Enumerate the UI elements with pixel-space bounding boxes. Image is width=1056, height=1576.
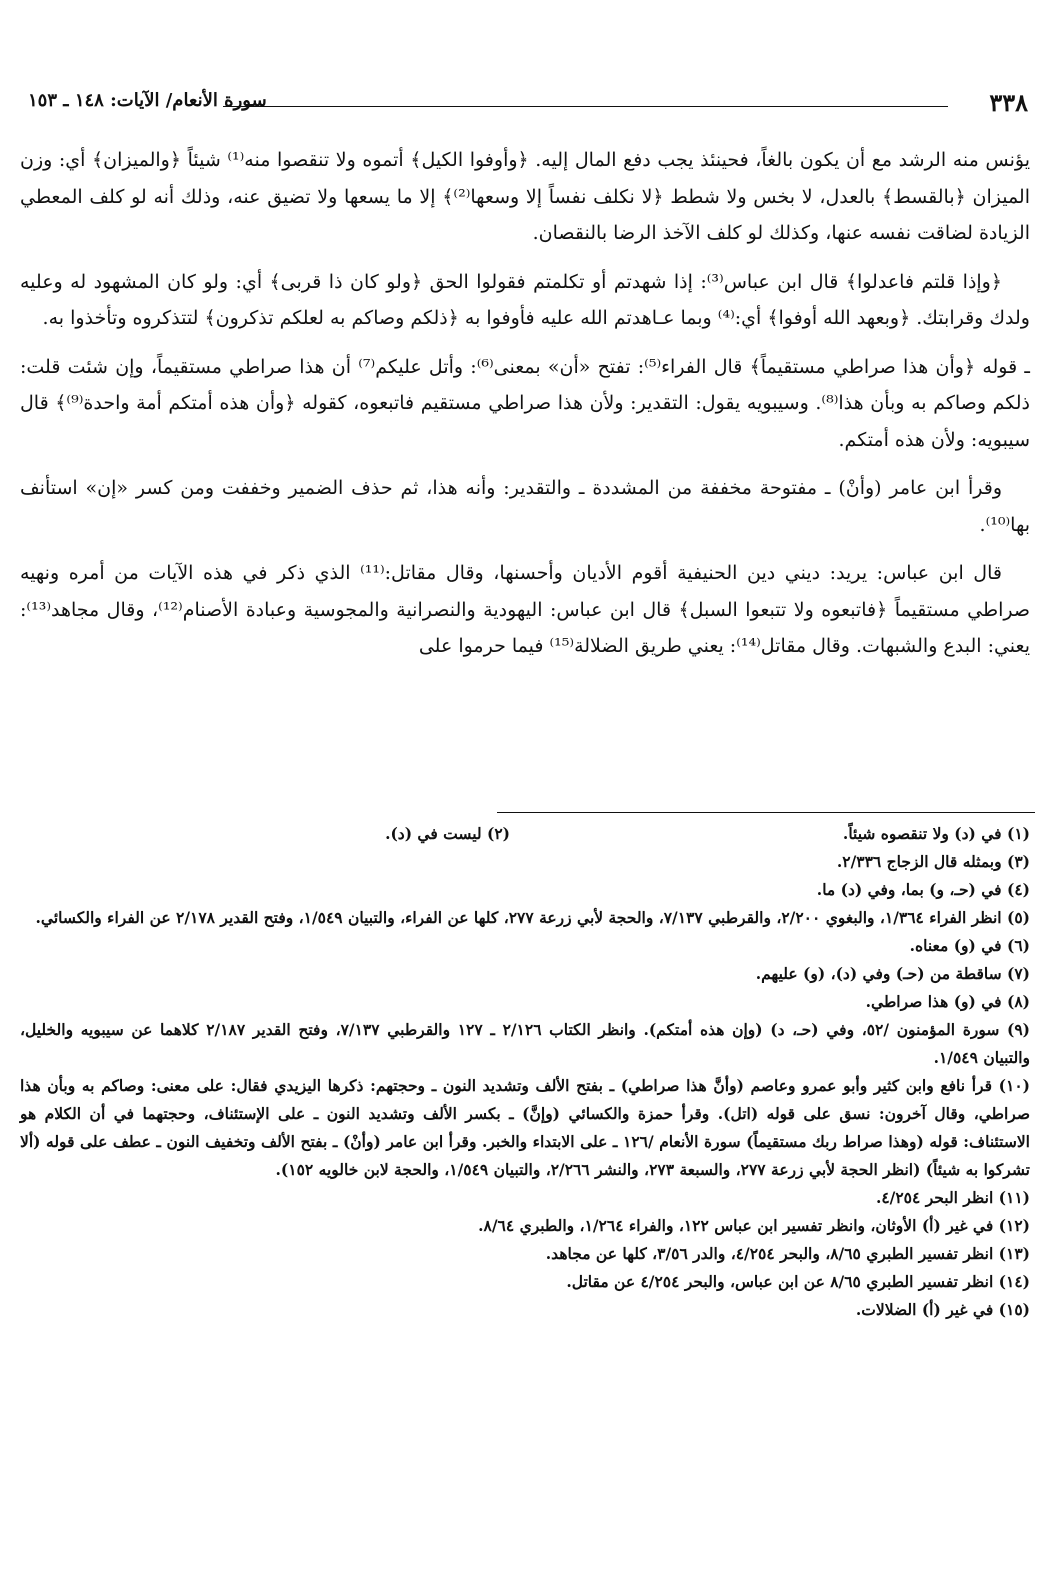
footnote-6: (٦) في (و) معناه.: [909, 936, 1030, 955]
paragraph-2: ﴿وإذا قلتم فاعدلوا﴾ قال ابن عباس⁽³⁾: إذا شهدتم أو تكلمتم فقولوا الحق ﴿ولو كان ذا قربى﴾ أي: ولو كان المشهود له وعليه ولدك وقرابتك. ﴿وبعهد الله أوفوا﴾ أي:⁽⁴⁾ وبما عـاهدتم الله عليه فأوفوا به ﴿ذلكم وصاكم به لعلكم تذكرون﴾ لتتذكروه وتأخذوا به.: [20, 270, 1030, 329]
header-rule: [223, 106, 948, 107]
paragraph-3: ـ قوله ﴿وأن هذا صراطي مستقيماً﴾ قال الفراء⁽⁵⁾: تفتح «أن» بمعنى⁽⁶⁾: وأتل عليكم⁽⁷⁾ أن هذا صراطي مستقيماً، وإن شئت قلت: ذلكم وصاكم به وبأن هذا⁽⁸⁾. وسيبويه يقول: التقدير: ولأن هذا صراطي مستقيم فاتبعوه، كقوله ﴿وأن هذه أمتكم أمة واحدة⁽⁹⁾﴾ قال سيبويه: ولأن هذه أمتكم.: [20, 355, 1031, 451]
paragraph-1: يؤنس منه الرشد مع أن يكون بالغاً، فحينئذ يجب دفع المال إليه. ﴿وأوفوا الكيل﴾ أتموه ولا تنقصوا منه⁽¹⁾ شيئاً ﴿والميزان﴾ أي: وزن الميزان ﴿بالقسط﴾ بالعدل، لا بخس ولا شطط ﴿لا نكلف نفساً إلا وسعها⁽²⁾﴾ إلا ما يسعها ولا تضيق عنه، وذلك أنه لو كلف المعطي الزيادة لضاقت نفسه عنها، وكذلك لو كلف الآخذ الرضا بالنقصان.: [20, 149, 1030, 244]
footnote-1: (١) في (د) ولا تنقصوه شيئاً.: [842, 824, 1030, 843]
page-header: [28, 88, 1028, 120]
footnotes: [20, 820, 1030, 1324]
running-title: سورة الأنعام/ الآيات: ١٤٨ ـ ١٥٣: [28, 90, 267, 111]
footnote-7: (٧) ساقطة من (حـ) وفي (د)، (و) عليهم.: [755, 964, 1030, 983]
footnote-10: (١٠) قرأ نافع وابن كثير وأبو عمرو وعاصم (وأنَّ هذا صراطي) ـ بفتح الألف وتشديد النون ـ وحجتهم: ذكرها اليزيدي فقال: على معنى: وصاكم به وبأن هذا صراطي، وقال آخرون: نسق على قوله (اتل). وقرأ حمزة والكسائي (وإنَّ) ـ بكسر الألف وتشديد النون ـ على الإستئناف، وحجتهما في أن الكلام هو الاستئناف: قوله (وهذا صراط ربك مستقيماً) سورة الأنعام /١٢٦ ـ على الابتداء والخبر. وقرأ ابن عامر (وأنْ) ـ بفتح الألف وتخفيف النون ـ عطف على قوله (ألا تشركوا به شيئاً) (انظر الحجة لأبي زرعة ٢٧٧، والسبعة ٢٧٣، والنشر ٢/٢٦٦، والتبيان ١/٥٤٩، والحجة لابن خالويه ١٥٢).: [20, 1076, 1030, 1179]
footnote-row: [20, 820, 1030, 848]
footnote-3: (٣) وبمثله قال الزجاج ٢/٣٣٦.: [836, 852, 1030, 871]
footnote-11: (١١) انظر البحر ٤/٢٥٤.: [875, 1188, 1030, 1207]
footnote-4: (٤) في (حـ، و) بما، وفي (د) ما.: [816, 880, 1030, 899]
paragraph-4: وقرأ ابن عامر (وأنْ) ـ مفتوحة مخففة من المشددة ـ والتقدير: وأنه هذا، ثم حذف الضمير وخففت ومن كسر «إن» استأنف بها⁽¹⁰⁾.: [20, 477, 1030, 536]
main-text: [20, 142, 1030, 677]
paragraph-5: قال ابن عباس: يريد: ديني دين الحنيفية أقوم الأديان وأحسنها، وقال مقاتل:⁽¹¹⁾ الذي ذكر في هذه الآيات من أمره ونهيه صراطي مستقيماً ﴿فاتبعوه ولا تتبعوا السبل﴾ قال ابن عباس: اليهودية والنصرانية والمجوسية وعبادة الأصنام⁽¹²⁾، وقال مجاهد⁽¹³⁾: يعني: البدع والشبهات. وقال مقاتل⁽¹⁴⁾: يعني طريق الضلالة⁽¹⁵⁾ فيما حرموا على: [20, 562, 1030, 657]
footnote-12: (١٢) في غير (أ) الأوثان، وانظر تفسير ابن عباس ١٢٢، والفراء ١/٢٦٤، والطبري ٨/٦٤.: [478, 1216, 1030, 1235]
footnote-5: (٥) انظر الفراء ١/٣٦٤، والبغوي ٢/٢٠٠، والقرطبي ٧/١٣٧، والحجة لأبي زرعة ٢٧٧، كلها عن الفراء، والتبيان ١/٥٤٩، وفتح القدير ٢/١٧٨ عن الفراء والكسائي.: [35, 908, 1030, 927]
footnote-15: (١٥) في غير (أ) الضلالات.: [855, 1300, 1030, 1319]
footnote-14: (١٤) انظر تفسير الطبري ٨/٦٥ عن ابن عباس، والبحر ٤/٢٥٤ عن مقاتل.: [566, 1272, 1030, 1291]
footnote-separator: [497, 812, 1035, 813]
page-number: ٣٣٨: [989, 88, 1028, 117]
footnote-8: (٨) في (و) هذا صراطي.: [865, 992, 1030, 1011]
footnote-2: (٢) ليست في (د).: [385, 824, 510, 843]
footnote-9: (٩) سورة المؤمنون /٥٢، وفي (حـ، د) (وإن هذه أمتكم). وانظر الكتاب ٢/١٢٦ ـ ١٢٧ والقرطبي ٧/١٣٧، وفتح القدير ٢/١٨٧ كلاهما عن سيبويه والخليل، والتبيان ١/٥٤٩.: [20, 1020, 1030, 1067]
footnote-13: (١٣) انظر تفسير الطبري ٨/٦٥، والبحر ٤/٢٥٤، والدر ٣/٥٦، كلها عن مجاهد.: [545, 1244, 1030, 1263]
